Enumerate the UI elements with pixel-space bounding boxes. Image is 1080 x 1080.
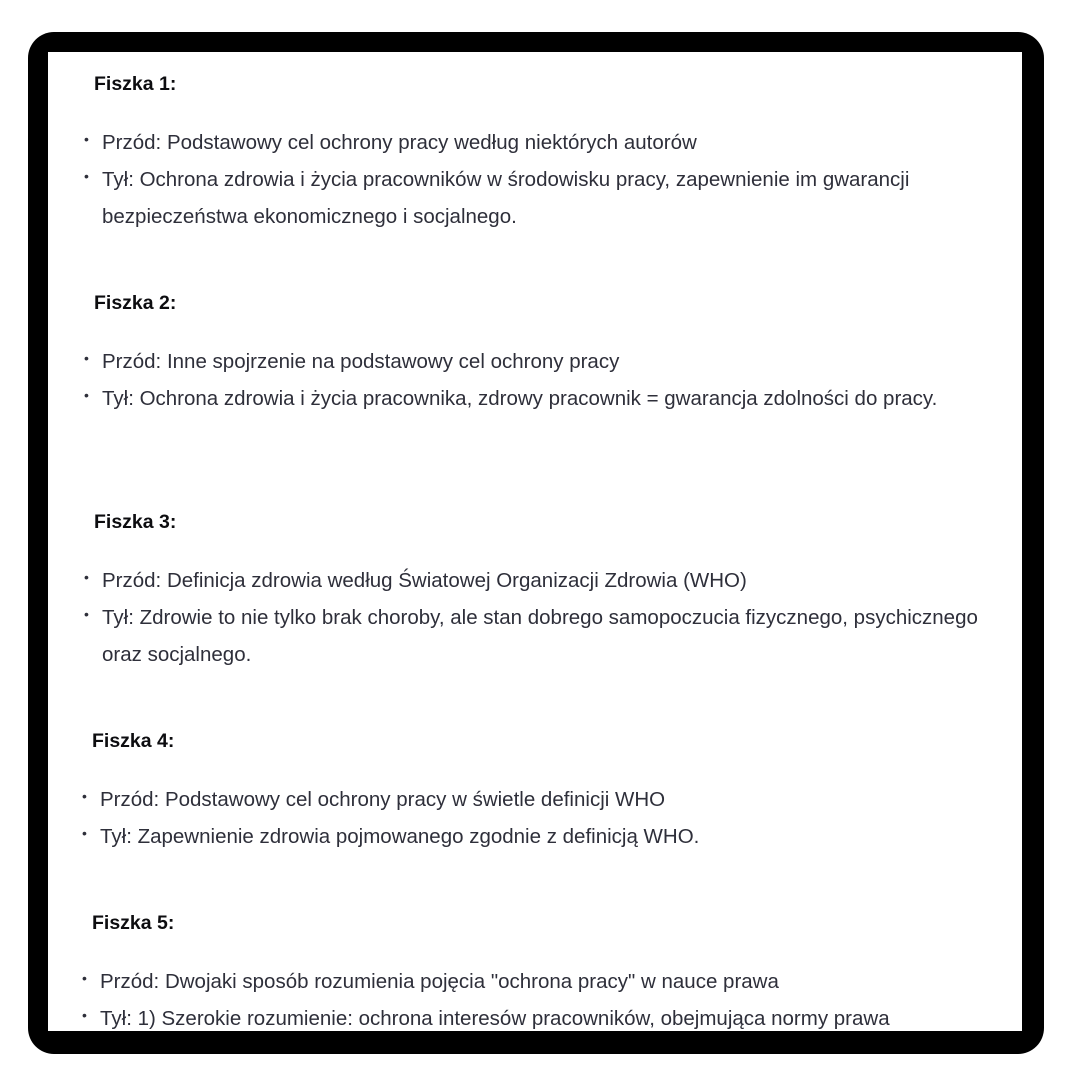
flashcard-front-text: Przód: Podstawowy cel ochrony pracy w świetle definicji WHO [100,788,666,811]
bullet-icon: • [84,350,89,366]
flashcard-5 [48,910,1022,1031]
flashcard-front [48,781,1022,818]
flashcard-sides [48,781,1022,855]
flashcard-back-text: Tył: Ochrona zdrowia i życia pracownika, zdrowy pracownik = gwarancja zdolności do pracy. [102,387,938,410]
flashcard-back [48,818,1022,855]
flashcard-2 [48,290,1022,417]
flashcard-front-text: Przód: Podstawowy cel ochrony pracy według niektórych autorów [102,131,697,154]
flashcard-back-text: Tył: 1) Szerokie rozumienie: ochrona interesów pracowników, obejmująca normy prawa [100,1007,890,1030]
flashcard-back [48,599,1022,673]
flashcard-back-text: Tył: Ochrona zdrowia i życia pracowników w środowisku pracy, zapewnienie im gwarancji bezpieczeństwa ekonomicznego i socjalnego. [102,168,910,228]
bullet-icon: • [82,788,87,804]
flashcard-back-text: Tył: Zdrowie to nie tylko brak choroby, ale stan dobrego samopoczucia fizycznego, psychicznego oraz socjalnego. [102,606,978,666]
bullet-icon: • [82,1007,87,1023]
flashcard-front-text: Przód: Definicja zdrowia według Światowej Organizacji Zdrowia (WHO) [102,569,747,592]
flashcard-front [48,124,1022,161]
bullet-icon: • [82,825,87,841]
flashcard-sides [48,963,1022,1031]
flashcard-back [48,161,1022,235]
bullet-icon: • [84,387,89,403]
flashcard-4 [48,728,1022,855]
flashcard-title: Fiszka 3: [94,511,177,533]
flashcard-back-text: Tył: Zapewnienie zdrowia pojmowanego zgodnie z definicją WHO. [100,825,700,848]
bullet-icon: • [84,606,89,622]
flashcard-3 [48,509,1022,673]
flashcard-title: Fiszka 2: [94,292,177,314]
bullet-icon: • [84,168,89,184]
flashcard-front-text: Przód: Inne spojrzenie na podstawowy cel ochrony pracy [102,350,620,373]
flashcard-front [48,343,1022,380]
flashcard-title: Fiszka 5: [92,912,175,934]
flashcard-back [48,1000,1022,1031]
bullet-icon: • [84,131,89,147]
flashcard-front [48,562,1022,599]
flashcard-front-text: Przód: Dwojaki sposób rozumienia pojęcia "ochrona pracy" w nauce prawa [100,970,779,993]
flashcard-1 [48,71,1022,235]
chat-message-panel [48,52,1022,1031]
flashcard-title: Fiszka 4: [92,730,175,752]
bullet-icon: • [82,970,87,986]
flashcard-back [48,380,1022,417]
flashcard-sides [48,562,1022,673]
bullet-icon: • [84,569,89,585]
flashcard-front [48,963,1022,1000]
flashcard-sides [48,343,1022,417]
flashcard-title: Fiszka 1: [94,73,177,95]
flashcard-sides [48,124,1022,235]
